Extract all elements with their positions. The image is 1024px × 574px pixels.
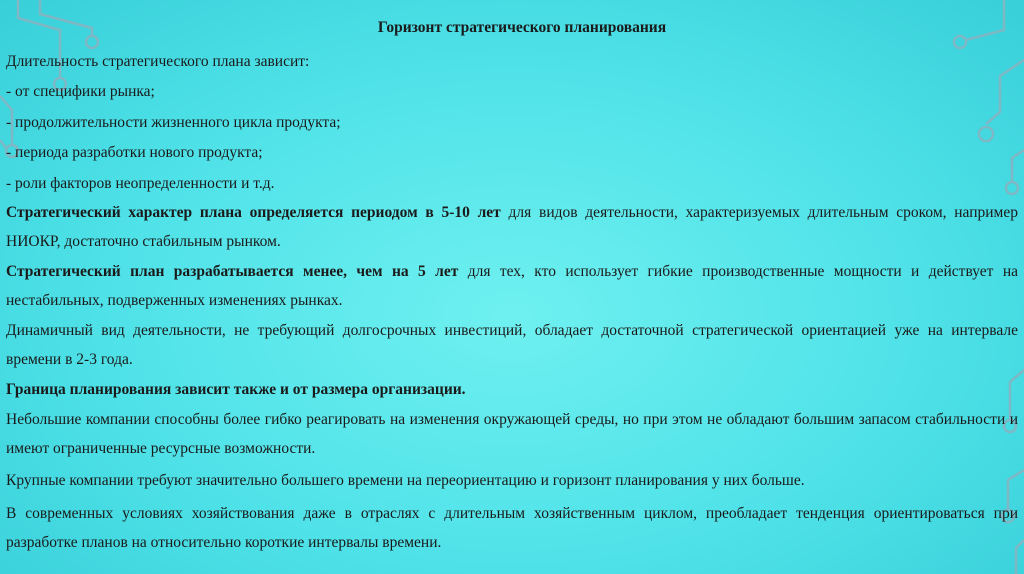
bullet-item: - роли факторов неопределенности и т.д.	[6, 175, 275, 192]
slide-title: Горизонт стратегического планирования	[377, 19, 667, 36]
bullet-item: - от специфики рынка;	[6, 83, 155, 100]
bullet-item: - периода разработки нового продукта;	[6, 144, 263, 161]
paragraph-boundary-bold: Граница планирования зависит также и от размера организации.	[6, 381, 466, 398]
paragraph-short-plan	[6, 257, 1018, 315]
paragraph-strategic-character	[6, 198, 1018, 256]
paragraph-modern-conditions: В современных условиях хозяйствования даже в отраслях с длительным хозяйственным циклом, преобладает тенденция ориентироваться при разработке планов на относительно короткие интервалы времени.	[6, 505, 1018, 551]
paragraph-short-plan-bold: Стратегический план разрабатывается менее, чем на 5 лет	[6, 263, 459, 280]
paragraph-boundary	[6, 375, 1018, 404]
intro-text: Длительность стратегического плана зависит:	[6, 53, 310, 70]
paragraph-strategic-character-bold: Стратегический характер плана определяется периодом в 5-10 лет	[6, 204, 501, 221]
paragraph-dynamic-activity: Динамичный вид деятельности, не требующий долгосрочных инвестиций, обладает достаточной стратегической ориентацией уже на интервале времени в 2-3 года.	[6, 322, 1018, 368]
paragraph-short-plan-rest: для тех, кто использует гибкие производственные мощности и действует на нестабильных, подверженных изменениях рынках.	[6, 263, 1018, 309]
paragraph-large-companies: Крупные компании требуют значительно большего времени на переориентацию и горизонт планирования у них больше.	[6, 472, 805, 489]
paragraph-strategic-character-rest: для видов деятельности, характеризуемых длительным сроком, например НИОКР, достаточно стабильным рынком.	[6, 204, 1018, 250]
bullet-item: - продолжительности жизненного цикла продукта;	[6, 114, 341, 131]
paragraph-small-companies: Небольшие компании способны более гибко реагировать на изменения окружающей среды, но при этом не обладают большим запасом стабильности и имеют ограниченные ресурсные возможности.	[6, 411, 1018, 457]
